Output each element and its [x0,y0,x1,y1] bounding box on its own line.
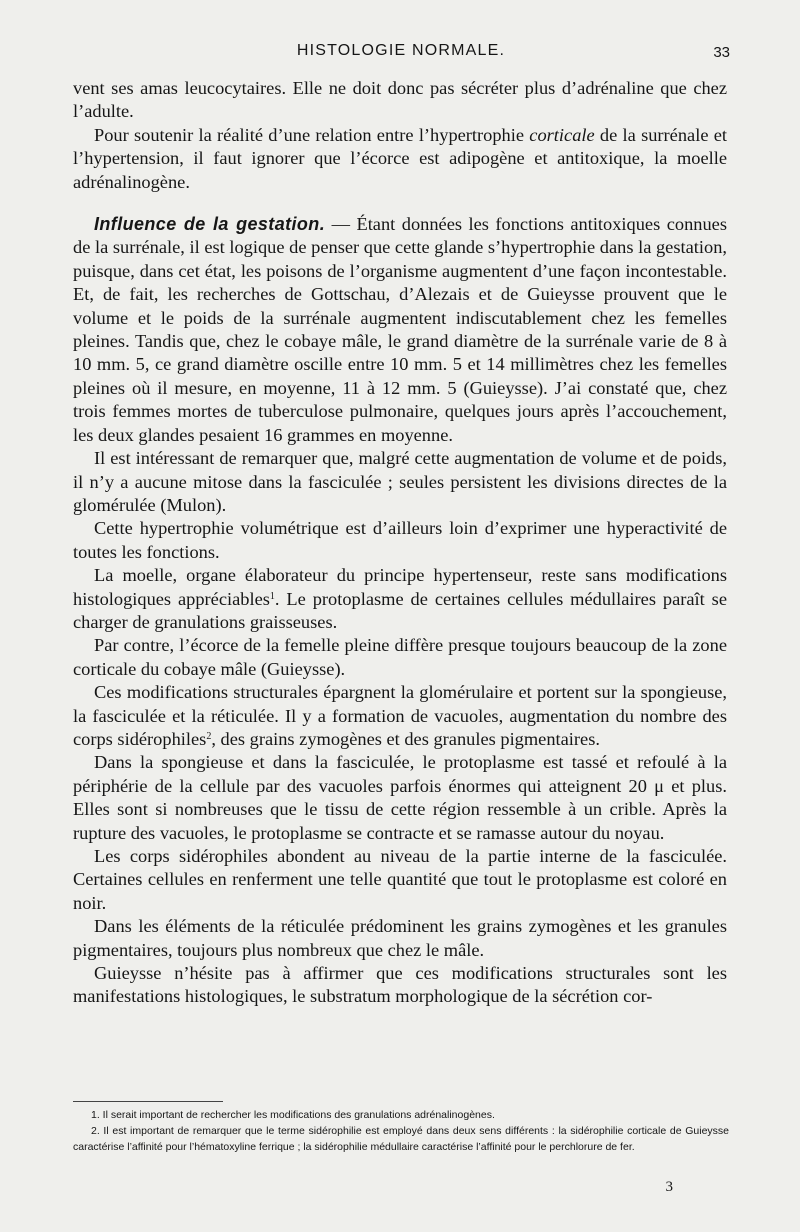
paragraph: Cette hypertrophie volumétrique est d’ailleurs loin d’exprimer une hyperactivité de toutes les fonctions. [73,518,727,562]
section-paragraph: Influence de la gestation. — Étant données les fonctions antitoxiques connues de la surrénale, il est logique de penser que cette glande s’hypertrophie dans la gestation, puisque, dans cet état, les poisons de l’organisme augmentent d’une façon incontestable. Et, de fait, les recherches de Gottschau, d’Alezais et de Guieysse prouvent que le volume et le poids de la surrénale augmentent indiscutablement chez les femelles pleines. Tandis que, chez le cobaye mâle, le grand diamètre de la surrénale varie de 8 à 10 mm. 5, ce grand diamètre oscille entre 10 mm. 5 et 14 millimètres chez les femelles pleines où il mesure, en moyenne, 11 à 12 mm. 5 (Guieysse). J’ai constaté que, chez trois femmes mortes de tuberculose pulmonaire, quelques jours après l’accouchement, les deux glandes pesaient 16 grammes en moyenne. [73,214,727,445]
body-text [73,77,727,1009]
paragraph-continuation: vent ses amas leucocytaires. Elle ne doit donc pas sécréter plus d’adrénaline que chez l’adulte. [73,78,727,122]
page-number: 33 [713,44,730,61]
running-head [72,42,730,68]
footnote-2: 2. Il est important de remarquer que le terme sidérophilie est employé dans deux sens différents : la sidérophilie corticale de Guieysse caractérise l’affinité pour l’hématoxyline ferrique ; la sidérophilie médullaire caractérise l’affinité pour le perchlorure de fer. [73,1125,729,1153]
paragraph: Les corps sidérophiles abondent au niveau de la partie interne de la fasciculée. Certaines cellules en renferment une telle quantité que tout le protoplasme est coloré en noir. [73,846,727,913]
paragraph: Il est intéressant de remarquer que, malgré cette augmentation de volume et de poids, il n’y a aucune mitose dans la fasciculée ; seules persistent les divisions directes de la glomérulée (Mulon). [73,448,727,515]
footnotes [73,1107,729,1155]
signature-mark: 3 [665,1179,673,1195]
paragraph: Par contre, l’écorce de la femelle pleine diffère presque toujours beaucoup de la zone corticale du cobaye mâle (Guieysse). [73,635,727,679]
footnote-1: 1. Il serait important de rechercher les modifications des granulations adrénalinogènes. [91,1109,495,1121]
footnote-ref-2[interactable]: 2 [206,730,212,742]
paragraph: Guieysse n’hésite pas à affirmer que ces modifications structurales sont les manifestations histologiques, le substratum morphologique de la sécrétion cor- [73,963,727,1007]
paragraph: La moelle, organe élaborateur du principe hypertenseur, reste sans modifications histologiques appréciables$^1$. Le protoplasme de certaines cellules médullaires paraît se charger de granulations graisseuses. [73,565,727,632]
paragraph: Dans les éléments de la réticulée prédominent les grains zymogènes et les granules pigmentaires, toujours plus nombreux que chez le mâle. [73,916,727,960]
running-title: HISTOLOGIE NORMALE. [296,42,506,59]
footnote-divider [73,1101,223,1102]
paragraph: Dans la spongieuse et dans la fasciculée, le protoplasme est tassé et refoulé à la périphérie de la cellule par des vacuoles parfois énormes qui atteignent 20 μ et plus. Elles sont si nombreuses que le tissu de cette région ressemble à un crible. Après la rupture des vacuoles, le protoplasme se contracte et se ramasse autour du noyau. [73,752,727,843]
paragraph: Ces modifications structurales épargnent la glomérulaire et portent sur la spongieuse, la fasciculée et la réticulée. Il y a formation de vacuoles, augmentation du nombre des corps sidérophiles$^2$, des grains zymogènes et des granules pigmentaires. [73,682,727,749]
emphasis-corticale: corticale [529,124,595,145]
section-title: Influence de la gestation. [94,214,326,235]
footnote-ref-1[interactable]: 1 [269,590,275,602]
paragraph: Pour soutenir la réalité d’une relation entre l’hypertrophie corticale de la surrénale et l’hypertension, il faut ignorer que l’écorce est adipogène et antitoxique, la moelle adrénalinogène. [73,124,728,192]
